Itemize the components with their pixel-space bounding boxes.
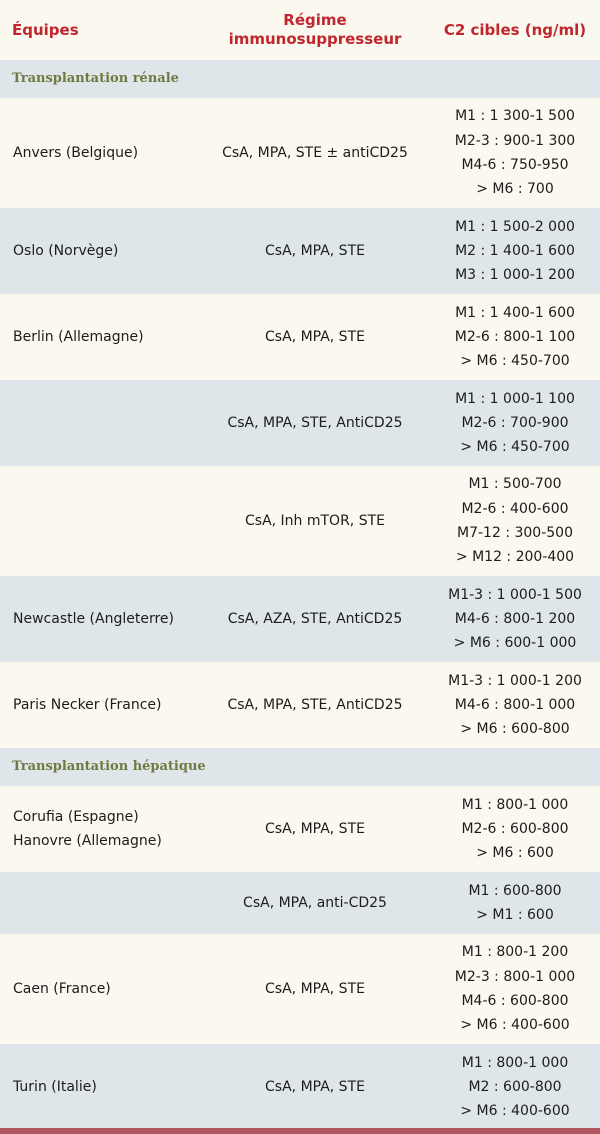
regimen-cell: CsA, MPA, STE, AntiCD25 xyxy=(200,380,430,466)
c2-target-line: M2-3 : 900-1 300 xyxy=(454,132,576,149)
c2-target-line: M1-3 : 1 000-1 500 xyxy=(448,586,582,603)
team-name: Corufia (Espagne) xyxy=(13,808,139,825)
c2-target-line: M4-6 : 800-1 000 xyxy=(454,696,576,713)
regimen-cell: CsA, Inh mTOR, STE xyxy=(200,466,430,576)
table-row xyxy=(0,380,600,466)
regimen-cell: CsA, MPA, STE xyxy=(200,294,430,380)
c2-target-line: M1 : 1 300-1 500 xyxy=(455,108,575,125)
c2-target-line: > M6 : 450-700 xyxy=(460,439,570,456)
team-cell xyxy=(0,786,200,872)
team-cell xyxy=(0,466,200,576)
c2-target-line: > M6 : 600-1 000 xyxy=(453,635,577,652)
team-name: Berlin (Allemagne) xyxy=(13,328,144,345)
regimen-cell: CsA, MPA, STE xyxy=(200,786,430,872)
header-regimen xyxy=(200,0,430,60)
table-row xyxy=(0,466,600,576)
regimen-cell: CsA, MPA, STE xyxy=(200,208,430,294)
c2-target-line: M3 : 1 000-1 200 xyxy=(455,267,575,284)
table-row xyxy=(0,98,600,208)
table-body xyxy=(0,60,600,1130)
c2-target-line: M1 : 600-800 xyxy=(468,882,562,899)
team-cell xyxy=(0,208,200,294)
c2-target-line: M1 : 500-700 xyxy=(468,476,562,493)
team-name: Hanovre (Allemagne) xyxy=(13,833,162,849)
c2-target-line: M1 : 800-1 000 xyxy=(461,796,569,813)
team-name: Turin (Italie) xyxy=(13,1078,97,1095)
c2-target-line: M7-12 : 300-500 xyxy=(457,525,573,541)
team-cell xyxy=(0,872,200,934)
regimen-cell: CsA, MPA, STE xyxy=(200,1044,430,1130)
c2-target-line: M2-6 : 700-900 xyxy=(461,414,569,431)
regimen-cell: CsA, MPA, anti-CD25 xyxy=(200,872,430,934)
c2-target-line: M2 : 1 400-1 600 xyxy=(455,242,575,259)
table-row xyxy=(0,662,600,748)
c2-target-cell xyxy=(430,662,600,748)
team-cell xyxy=(0,380,200,466)
regimen-cell: CsA, MPA, STE xyxy=(200,934,430,1044)
c2-target-cell xyxy=(430,98,600,208)
c2-target-line: > M6 : 600-800 xyxy=(460,721,570,738)
section-row xyxy=(0,60,600,98)
team-cell xyxy=(0,294,200,380)
c2-target-line: M2-6 : 600-800 xyxy=(461,820,569,837)
c2-target-cell xyxy=(430,294,600,380)
c2-target-line: M1 : 1 400-1 600 xyxy=(455,304,575,321)
c2-target-line: M4-6 : 750-950 xyxy=(461,157,569,173)
table-row xyxy=(0,208,600,294)
c2-target-line: M2-3 : 800-1 000 xyxy=(454,968,576,985)
c2-target-line: M2-6 : 800-1 100 xyxy=(454,328,576,345)
c2-target-line: M1 : 800-1 000 xyxy=(461,1054,569,1071)
c2-target-cell xyxy=(430,576,600,662)
c2-target-line: M2 : 600-800 xyxy=(468,1078,562,1095)
team-cell xyxy=(0,576,200,662)
team-cell xyxy=(0,934,200,1044)
regimen-cell: CsA, MPA, STE, AntiCD25 xyxy=(200,662,430,748)
c2-target-cell xyxy=(430,872,600,934)
c2-target-line: M1 : 1 500-2 000 xyxy=(455,218,575,235)
header-teams: Équipes xyxy=(0,0,200,60)
team-cell xyxy=(0,662,200,748)
section-title: Transplantation rénale xyxy=(0,60,600,98)
team-name: Paris Necker (France) xyxy=(13,696,162,713)
section-title: Transplantation hépatique xyxy=(0,748,600,786)
c2-target-line: M1 : 800-1 200 xyxy=(461,944,569,961)
header-regimen-line2: immunosuppresseur xyxy=(228,30,402,48)
team-name: Caen (France) xyxy=(13,980,111,997)
section-row xyxy=(0,748,600,786)
c2-target-cell xyxy=(430,786,600,872)
table-row xyxy=(0,294,600,380)
header-c2-targets: C2 cibles (ng/ml) xyxy=(430,0,600,60)
c2-target-line: M4-6 : 600-800 xyxy=(461,993,569,1009)
team-cell xyxy=(0,98,200,208)
team-name: Newcastle (Angleterre) xyxy=(13,610,174,627)
c2-target-line: > M6 : 700 xyxy=(476,181,554,198)
c2-target-line: M1 : 1 000-1 100 xyxy=(455,390,575,407)
c2-target-cell xyxy=(430,208,600,294)
table-row xyxy=(0,1044,600,1130)
team-name: Oslo (Norvège) xyxy=(13,242,119,259)
c2-target-line: M1-3 : 1 000-1 200 xyxy=(448,672,582,689)
table-row xyxy=(0,872,600,934)
header-regimen-line1: Régime xyxy=(283,11,347,29)
regimen-cell: CsA, MPA, STE ± antiCD25 xyxy=(200,98,430,208)
c2-target-cell xyxy=(430,1044,600,1130)
team-cell xyxy=(0,1044,200,1130)
c2-target-line: > M6 : 450-700 xyxy=(460,353,570,370)
c2-target-cell xyxy=(430,380,600,466)
c2-target-line: M2-6 : 400-600 xyxy=(461,500,569,517)
c2-target-line: M4-6 : 800-1 200 xyxy=(454,610,576,627)
c2-target-cell xyxy=(430,934,600,1044)
c2-target-line: > M1 : 600 xyxy=(476,907,554,923)
c2-target-cell xyxy=(430,466,600,576)
c2-target-line: > M6 : 400-600 xyxy=(460,1103,570,1120)
table-row xyxy=(0,934,600,1044)
c2-target-line: > M12 : 200-400 xyxy=(455,549,575,566)
regimen-cell: CsA, AZA, STE, AntiCD25 xyxy=(200,576,430,662)
header-row xyxy=(0,0,600,60)
team-name: Anvers (Belgique) xyxy=(13,144,139,161)
c2-target-line: > M6 : 400-600 xyxy=(460,1017,570,1034)
table-row xyxy=(0,786,600,872)
c2-target-line: > M6 : 600 xyxy=(476,845,554,862)
table-row xyxy=(0,576,600,662)
